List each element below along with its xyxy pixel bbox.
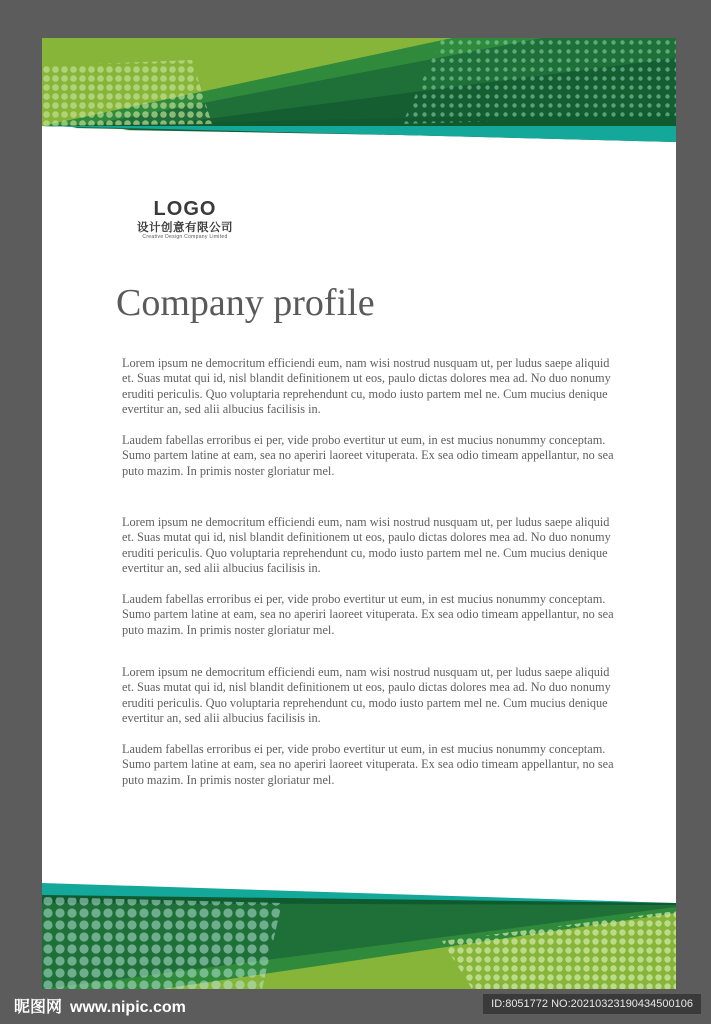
page-title: Company profile	[116, 282, 375, 324]
logo-wordmark: LOGO	[153, 198, 217, 220]
watermark-footer	[0, 989, 711, 1024]
site-watermark	[14, 994, 186, 1017]
body-paragraph: Lorem ipsum ne democritum efficiendi eum, nam wisi nostrud nusquam ut, per ludus saepe aliquid et. Suas mutat qui id, nisl blandit definitionem ut eos, paulo dictas dolores mea ad. No duo nonumy eruditi periculis. Quo voluptaria reprehendunt cu, modo iusto partem mel ne. Cum mucius denique evertitur an, sed alii albucius facilisis in.	[122, 356, 611, 417]
site-name-cn: 昵图网	[14, 997, 63, 1016]
bottom-decorative-band	[42, 883, 676, 989]
body-paragraph: Laudem fabellas erroribus ei per, vide probo evertitur ut eum, in est mucius nonummy conceptam. Sumo partem latine at eam, sea no aperiri laoreet vituperata. Ex sea odio timeam appellantur, no sea puto mazim. In primis noster gloriatur mel.	[122, 433, 614, 478]
top-decorative-band	[42, 38, 676, 148]
body-paragraph: Lorem ipsum ne democritum efficiendi eum, nam wisi nostrud nusquam ut, per ludus saepe aliquid et. Suas mutat qui id, nisl blandit definitionem ut eos, paulo dictas dolores mea ad. No duo nonumy eruditi periculis. Quo voluptaria reprehendunt cu, modo iusto partem mel ne. Cum mucius denique evertitur an, sed alii albucius facilisis in.	[122, 665, 611, 726]
logo-company-name-cn: 设计创意有限公司	[137, 220, 233, 234]
body-paragraph: Lorem ipsum ne democritum efficiendi eum, nam wisi nostrud nusquam ut, per ludus saepe aliquid et. Suas mutat qui id, nisl blandit definitionem ut eos, paulo dictas dolores mea ad. No duo nonumy eruditi periculis. Quo voluptaria reprehendunt cu, modo iusto partem mel ne. Cum mucius denique evertitur an, sed alii albucius facilisis in.	[122, 515, 611, 576]
logo-company-name-en: Creative Design Company Limited	[142, 234, 228, 240]
company-logo	[120, 198, 250, 241]
body-paragraph: Laudem fabellas erroribus ei per, vide probo evertitur ut eum, in est mucius nonummy conceptam. Sumo partem latine at eam, sea no aperiri laoreet vituperata. Ex sea odio timeam appellantur, no sea puto mazim. In primis noster gloriatur mel.	[122, 742, 614, 787]
image-id-label: ID:8051772 NO:20210323190434500106	[483, 994, 701, 1014]
site-url: www.nipic.com	[70, 999, 186, 1016]
letterhead-page	[42, 38, 676, 989]
body-paragraph: Laudem fabellas erroribus ei per, vide probo evertitur ut eum, in est mucius nonummy conceptam. Sumo partem latine at eam, sea no aperiri laoreet vituperata. Ex sea odio timeam appellantur, no sea puto mazim. In primis noster gloriatur mel.	[122, 592, 614, 637]
